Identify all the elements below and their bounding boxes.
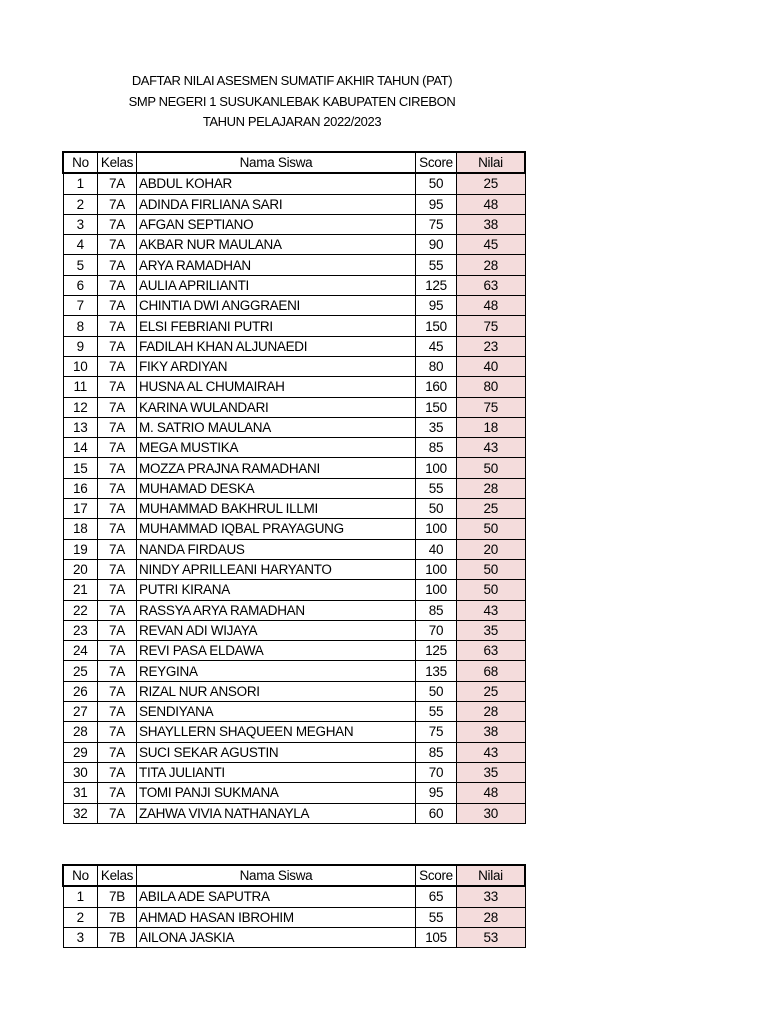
cell-kelas: 7A (98, 173, 137, 194)
cell-score: 95 (416, 194, 457, 214)
column-header-nama-siswa: Nama Siswa (137, 152, 416, 173)
cell-no: 29 (63, 742, 98, 762)
cell-no: 13 (63, 417, 98, 437)
cell-nilai: 40 (457, 356, 526, 376)
table-row (63, 600, 525, 620)
cell-no: 3 (63, 927, 98, 947)
table-row (63, 438, 525, 458)
table-row (63, 927, 525, 947)
cell-kelas: 7A (98, 559, 137, 579)
cell-nilai: 63 (457, 275, 526, 295)
table-row (63, 377, 525, 397)
cell-no: 16 (63, 478, 98, 498)
cell-nilai: 25 (457, 173, 526, 194)
cell-nilai: 75 (457, 397, 526, 417)
cell-nilai: 75 (457, 316, 526, 336)
cell-kelas: 7A (98, 762, 137, 782)
cell-nilai: 68 (457, 661, 526, 681)
cell-nilai: 50 (457, 580, 526, 600)
table-row (63, 803, 525, 823)
cell-nilai: 48 (457, 194, 526, 214)
cell-no: 4 (63, 235, 98, 255)
cell-nilai: 53 (457, 927, 526, 947)
cell-kelas: 7A (98, 783, 137, 803)
cell-nama-siswa: MUHAMMAD BAKHRUL ILLMI (137, 499, 416, 519)
cell-nama-siswa: SHAYLLERN SHAQUEEN MEGHAN (137, 722, 416, 742)
table-header-row (63, 152, 525, 173)
cell-nilai: 43 (457, 438, 526, 458)
cell-no: 6 (63, 275, 98, 295)
cell-score: 75 (416, 722, 457, 742)
cell-nama-siswa: MEGA MUSTIKA (137, 438, 416, 458)
cell-nama-siswa: M. SATRIO MAULANA (137, 417, 416, 437)
table-row (63, 173, 525, 194)
cell-nama-siswa: PUTRI KIRANA (137, 580, 416, 600)
table-row (63, 336, 525, 356)
cell-nama-siswa: ELSI FEBRIANI PUTRI (137, 316, 416, 336)
cell-nama-siswa: NANDA FIRDAUS (137, 539, 416, 559)
cell-no: 19 (63, 539, 98, 559)
cell-score: 90 (416, 235, 457, 255)
cell-nama-siswa: REYGINA (137, 661, 416, 681)
cell-score: 35 (416, 417, 457, 437)
table-row (63, 235, 525, 255)
cell-kelas: 7A (98, 255, 137, 275)
cell-nama-siswa: ARYA RAMADHAN (137, 255, 416, 275)
table-row (63, 702, 525, 722)
cell-no: 18 (63, 519, 98, 539)
column-header-nilai: Nilai (457, 152, 526, 173)
cell-kelas: 7B (98, 886, 137, 907)
cell-no: 11 (63, 377, 98, 397)
cell-kelas: 7A (98, 702, 137, 722)
cell-nama-siswa: MUHAMMAD IQBAL PRAYAGUNG (137, 519, 416, 539)
table-row (63, 559, 525, 579)
cell-nama-siswa: FIKY ARDIYAN (137, 356, 416, 376)
cell-nama-siswa: AULIA APRILIANTI (137, 275, 416, 295)
cell-no: 1 (63, 173, 98, 194)
cell-kelas: 7A (98, 499, 137, 519)
cell-score: 80 (416, 356, 457, 376)
table-row (63, 580, 525, 600)
cell-nama-siswa: NINDY APRILLEANI HARYANTO (137, 559, 416, 579)
cell-score: 50 (416, 681, 457, 701)
cell-kelas: 7A (98, 316, 137, 336)
cell-kelas: 7A (98, 742, 137, 762)
cell-score: 100 (416, 519, 457, 539)
cell-score: 65 (416, 886, 457, 907)
table-row (63, 296, 525, 316)
column-header-no: No (63, 865, 98, 886)
cell-nama-siswa: MOZZA PRAJNA RAMADHANI (137, 458, 416, 478)
heading-school: SMP NEGERI 1 SUSUKANLEBAK KABUPATEN CIREBON (128, 93, 456, 109)
table-row (63, 478, 525, 498)
cell-nama-siswa: ZAHWA VIVIA NATHANAYLA (137, 803, 416, 823)
table-row (63, 255, 525, 275)
cell-no: 2 (63, 907, 98, 927)
cell-nama-siswa: CHINTIA DWI ANGGRAENI (137, 296, 416, 316)
cell-nama-siswa: ADINDA FIRLIANA SARI (137, 194, 416, 214)
cell-score: 50 (416, 173, 457, 194)
column-header-kelas: Kelas (98, 152, 137, 173)
table-row (63, 316, 525, 336)
cell-score: 55 (416, 478, 457, 498)
cell-kelas: 7A (98, 478, 137, 498)
cell-kelas: 7A (98, 356, 137, 376)
cell-nilai: 20 (457, 539, 526, 559)
cell-score: 70 (416, 620, 457, 640)
cell-nilai: 33 (457, 886, 526, 907)
cell-nilai: 25 (457, 499, 526, 519)
cell-nama-siswa: AFGAN SEPTIANO (137, 214, 416, 234)
cell-nilai: 48 (457, 783, 526, 803)
cell-no: 31 (63, 783, 98, 803)
cell-no: 7 (63, 296, 98, 316)
cell-no: 32 (63, 803, 98, 823)
cell-no: 30 (63, 762, 98, 782)
document-heading (62, 71, 522, 133)
cell-kelas: 7A (98, 296, 137, 316)
cell-score: 100 (416, 580, 457, 600)
cell-score: 55 (416, 255, 457, 275)
cell-kelas: 7A (98, 519, 137, 539)
cell-score: 85 (416, 438, 457, 458)
table-row (63, 499, 525, 519)
cell-nama-siswa: AKBAR NUR MAULANA (137, 235, 416, 255)
cell-no: 28 (63, 722, 98, 742)
cell-nilai: 50 (457, 458, 526, 478)
cell-nilai: 45 (457, 235, 526, 255)
cell-nama-siswa: MUHAMAD DESKA (137, 478, 416, 498)
cell-no: 22 (63, 600, 98, 620)
cell-nilai: 43 (457, 600, 526, 620)
cell-score: 45 (416, 336, 457, 356)
cell-nama-siswa: ABILA ADE SAPUTRA (137, 886, 416, 907)
cell-kelas: 7A (98, 641, 137, 661)
cell-score: 85 (416, 600, 457, 620)
cell-nama-siswa: KARINA WULANDARI (137, 397, 416, 417)
cell-kelas: 7A (98, 600, 137, 620)
table-row (63, 519, 525, 539)
cell-score: 105 (416, 927, 457, 947)
cell-no: 21 (63, 580, 98, 600)
table-row (63, 194, 525, 214)
cell-kelas: 7A (98, 336, 137, 356)
cell-nama-siswa: ABDUL KOHAR (137, 173, 416, 194)
cell-score: 95 (416, 296, 457, 316)
cell-score: 125 (416, 275, 457, 295)
cell-kelas: 7A (98, 377, 137, 397)
column-header-nilai: Nilai (457, 865, 526, 886)
cell-kelas: 7B (98, 907, 137, 927)
cell-no: 9 (63, 336, 98, 356)
table-row (63, 356, 525, 376)
cell-nilai: 80 (457, 377, 526, 397)
table-header-row (63, 865, 525, 886)
cell-kelas: 7B (98, 927, 137, 947)
cell-nilai: 35 (457, 762, 526, 782)
cell-kelas: 7A (98, 417, 137, 437)
cell-kelas: 7A (98, 214, 137, 234)
column-header-kelas: Kelas (98, 865, 137, 886)
cell-nama-siswa: HUSNA AL CHUMAIRAH (137, 377, 416, 397)
table-row (63, 742, 525, 762)
table-row (63, 641, 525, 661)
cell-no: 24 (63, 641, 98, 661)
table-row (63, 620, 525, 640)
column-header-no: No (63, 152, 98, 173)
cell-score: 55 (416, 702, 457, 722)
cell-nilai: 30 (457, 803, 526, 823)
cell-nama-siswa: AHMAD HASAN IBROHIM (137, 907, 416, 927)
cell-kelas: 7A (98, 580, 137, 600)
cell-kelas: 7A (98, 235, 137, 255)
table-row (63, 661, 525, 681)
cell-kelas: 7A (98, 458, 137, 478)
cell-nilai: 43 (457, 742, 526, 762)
cell-no: 8 (63, 316, 98, 336)
cell-no: 10 (63, 356, 98, 376)
grades-table-7a (62, 151, 526, 824)
cell-no: 20 (63, 559, 98, 579)
cell-nilai: 48 (457, 296, 526, 316)
cell-kelas: 7A (98, 539, 137, 559)
cell-nilai: 28 (457, 907, 526, 927)
table-row (63, 907, 525, 927)
cell-kelas: 7A (98, 803, 137, 823)
cell-nilai: 50 (457, 559, 526, 579)
cell-nilai: 28 (457, 478, 526, 498)
cell-nama-siswa: RASSYA ARYA RAMADHAN (137, 600, 416, 620)
cell-nilai: 28 (457, 255, 526, 275)
table-row (63, 397, 525, 417)
cell-nama-siswa: REVI PASA ELDAWA (137, 641, 416, 661)
cell-nilai: 23 (457, 336, 526, 356)
cell-no: 14 (63, 438, 98, 458)
cell-score: 85 (416, 742, 457, 762)
cell-score: 55 (416, 907, 457, 927)
cell-nilai: 63 (457, 641, 526, 661)
cell-nilai: 50 (457, 519, 526, 539)
cell-no: 5 (63, 255, 98, 275)
column-header-score: Score (416, 152, 457, 173)
cell-kelas: 7A (98, 722, 137, 742)
cell-nilai: 18 (457, 417, 526, 437)
cell-score: 40 (416, 539, 457, 559)
cell-nama-siswa: TITA JULIANTI (137, 762, 416, 782)
cell-nilai: 38 (457, 722, 526, 742)
cell-nama-siswa: RIZAL NUR ANSORI (137, 681, 416, 701)
table-row (63, 458, 525, 478)
cell-nilai: 28 (457, 702, 526, 722)
heading-academic-year: TAHUN PELAJARAN 2022/2023 (202, 114, 382, 129)
cell-score: 95 (416, 783, 457, 803)
cell-score: 100 (416, 559, 457, 579)
table-row (63, 275, 525, 295)
table-row (63, 886, 525, 907)
cell-nama-siswa: SUCI SEKAR AGUSTIN (137, 742, 416, 762)
cell-score: 60 (416, 803, 457, 823)
cell-kelas: 7A (98, 681, 137, 701)
cell-nama-siswa: TOMI PANJI SUKMANA (137, 783, 416, 803)
column-header-nama-siswa: Nama Siswa (137, 865, 416, 886)
cell-no: 26 (63, 681, 98, 701)
cell-score: 135 (416, 661, 457, 681)
cell-no: 23 (63, 620, 98, 640)
table-row (63, 783, 525, 803)
cell-kelas: 7A (98, 194, 137, 214)
cell-kelas: 7A (98, 438, 137, 458)
cell-nama-siswa: FADILAH KHAN ALJUNAEDI (137, 336, 416, 356)
cell-kelas: 7A (98, 620, 137, 640)
cell-score: 50 (416, 499, 457, 519)
table-row (63, 722, 525, 742)
cell-no: 3 (63, 214, 98, 234)
heading-title: DAFTAR NILAI ASESMEN SUMATIF AKHIR TAHUN (PAT) (131, 73, 453, 88)
grades-table-7b (62, 864, 526, 948)
cell-nama-siswa: AILONA JASKIA (137, 927, 416, 947)
cell-score: 160 (416, 377, 457, 397)
cell-kelas: 7A (98, 275, 137, 295)
cell-nilai: 25 (457, 681, 526, 701)
cell-no: 17 (63, 499, 98, 519)
column-header-score: Score (416, 865, 457, 886)
cell-nama-siswa: SENDIYANA (137, 702, 416, 722)
cell-no: 15 (63, 458, 98, 478)
cell-kelas: 7A (98, 661, 137, 681)
cell-no: 12 (63, 397, 98, 417)
cell-no: 1 (63, 886, 98, 907)
table-row (63, 417, 525, 437)
cell-nilai: 38 (457, 214, 526, 234)
cell-score: 70 (416, 762, 457, 782)
cell-score: 100 (416, 458, 457, 478)
cell-score: 150 (416, 397, 457, 417)
cell-no: 2 (63, 194, 98, 214)
table-row (63, 681, 525, 701)
cell-nilai: 35 (457, 620, 526, 640)
table-row (63, 539, 525, 559)
cell-nama-siswa: REVAN ADI WIJAYA (137, 620, 416, 640)
table-row (63, 214, 525, 234)
cell-no: 25 (63, 661, 98, 681)
cell-no: 27 (63, 702, 98, 722)
table-row (63, 762, 525, 782)
cell-score: 150 (416, 316, 457, 336)
cell-score: 75 (416, 214, 457, 234)
cell-score: 125 (416, 641, 457, 661)
cell-kelas: 7A (98, 397, 137, 417)
